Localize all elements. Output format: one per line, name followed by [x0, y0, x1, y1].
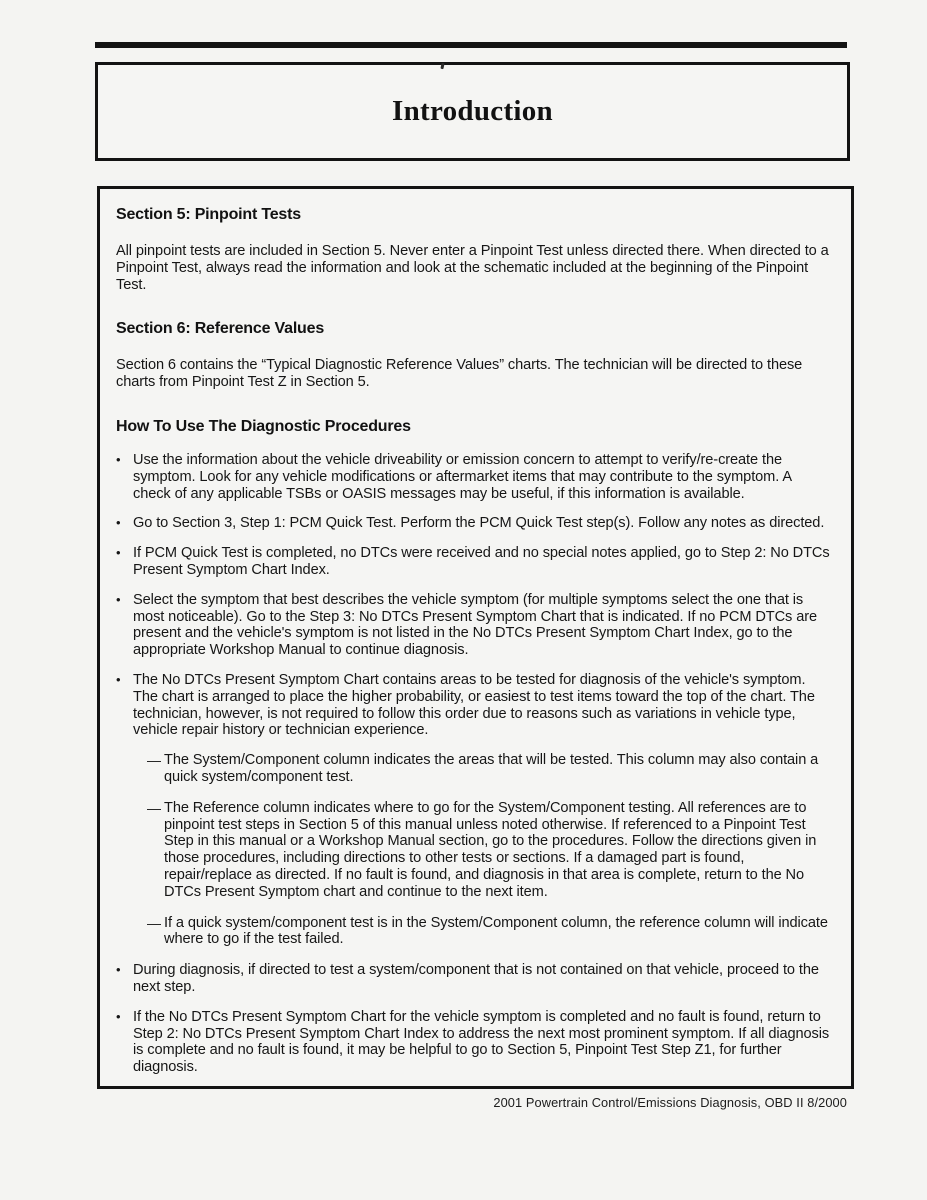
section-paragraph-pinpoint-tests: All pinpoint tests are included in Section 5. Never enter a Pinpoint Test unless directed there. When directed to a Pinpoint Test, always read the information and look at the schematic included at the beginning of the Pinpoint Test.: [116, 243, 829, 293]
sub-list-item: [147, 800, 831, 901]
list-item: [116, 1009, 831, 1076]
bullet-icon: •: [116, 545, 121, 561]
list-item-text: If the No DTCs Present Symptom Chart for the vehicle symptom is completed and no fault is found, return to Step 2: No DTCs Present Symptom Chart Index to address the next most prominent symptom. If all diagnosis is complete and no fault is found, it may be helpful to go to Section 5, Pinpoint Test Step Z1, for further diagnosis.: [133, 1008, 830, 1076]
list-item-text: The System/Component column indicates the areas that will be tested. This column may also contain a quick system/component test.: [164, 752, 819, 785]
bullet-icon: •: [116, 515, 121, 531]
bullet-icon: •: [116, 671, 121, 687]
list-item: [116, 962, 831, 996]
list-item-text: The No DTCs Present Symptom Chart contains areas to be tested for diagnosis of the vehicle's symptom. The chart is arranged to place the higher probability, or easiest to test items toward the top of the chart. The technician, however, is not required to follow this order due to reasons such as variations in vehicle type, vehicle repair history or technician experience.: [133, 671, 815, 739]
list-item-text: During diagnosis, if directed to test a system/component that is not contained on that vehicle, proceed to the next step.: [133, 962, 819, 995]
list-item-text: The Reference column indicates where to go for the System/Component testing. All references are to pinpoint test steps in Section 5 of this manual unless noted otherwise. If referenced to a Pinpoint Test Step in this manual or a Workshop Manual section, go to the procedures. Follow the directions given in those procedures, including directions to other tests or sections. If a damaged part is found, repair/replace as directed. If no fault is found, and diagnosis in that area is complete, return to the No DTCs Present Symptom chart and continue to the next item.: [164, 799, 817, 900]
list-item-text: If PCM Quick Test is completed, no DTCs were received and no special notes applied, go to Step 2: No DTCs Present Symptom Chart Index.: [133, 545, 830, 578]
list-item-text: Go to Section 3, Step 1: PCM Quick Test. Perform the PCM Quick Test step(s). Follow any notes as directed.: [133, 515, 825, 532]
list-item: [116, 515, 831, 532]
list-item: [116, 672, 831, 739]
sub-list-item: [147, 752, 831, 786]
bullet-icon: •: [116, 962, 121, 978]
page-footer: 2001 Powertrain Control/Emissions Diagnosis, OBD II 8/2000: [493, 1095, 847, 1110]
list-item-text: Select the symptom that best describes the vehicle symptom (for multiple symptoms select the one that is most noticeable). Go to the Step 3: No DTCs Present Symptom Chart that is indicated. If no PCM DTCs are present and the vehicle's symptom is not listed in the No DTCs Present Symptom Chart Index, go to the appropriate Workshop Manual to continue diagnosis.: [133, 591, 817, 659]
list-item-text: Use the information about the vehicle driveability or emission concern to attempt to verify/re-create the symptom. Look for any vehicle modifications or aftermarket items that may contribute to the symptom. A check of any applicable TSBs or OASIS messages may be useful, if this information is available.: [133, 451, 792, 502]
list-item-text: If a quick system/component test is in the System/Component column, the reference column will indicate where to go if the test failed.: [164, 914, 828, 948]
page-title: Introduction: [392, 95, 553, 127]
section-heading-how-to-use: How To Use The Diagnostic Procedures: [116, 417, 411, 435]
list-item: [116, 545, 831, 579]
section-heading-pinpoint-tests: Section 5: Pinpoint Tests: [116, 206, 301, 223]
top-rule: [95, 42, 847, 48]
dash-icon: —: [147, 799, 161, 816]
list-item: [116, 452, 831, 502]
procedure-list: [116, 452, 831, 1076]
content-box: [97, 186, 854, 1089]
section-paragraph-reference-values: Section 6 contains the “Typical Diagnostic Reference Values” charts. The technician will be directed to these charts from Pinpoint Test Z in Section 5.: [116, 357, 803, 391]
bullet-icon: •: [116, 451, 121, 467]
sub-list-item: [147, 915, 831, 949]
bullet-icon: •: [116, 591, 121, 607]
list-item: [116, 592, 831, 659]
title-box: [95, 62, 850, 161]
section-heading-reference-values: Section 6: Reference Values: [116, 320, 325, 338]
bullet-icon: •: [116, 1008, 121, 1024]
dash-icon: —: [147, 752, 161, 769]
dash-icon: —: [147, 914, 161, 931]
